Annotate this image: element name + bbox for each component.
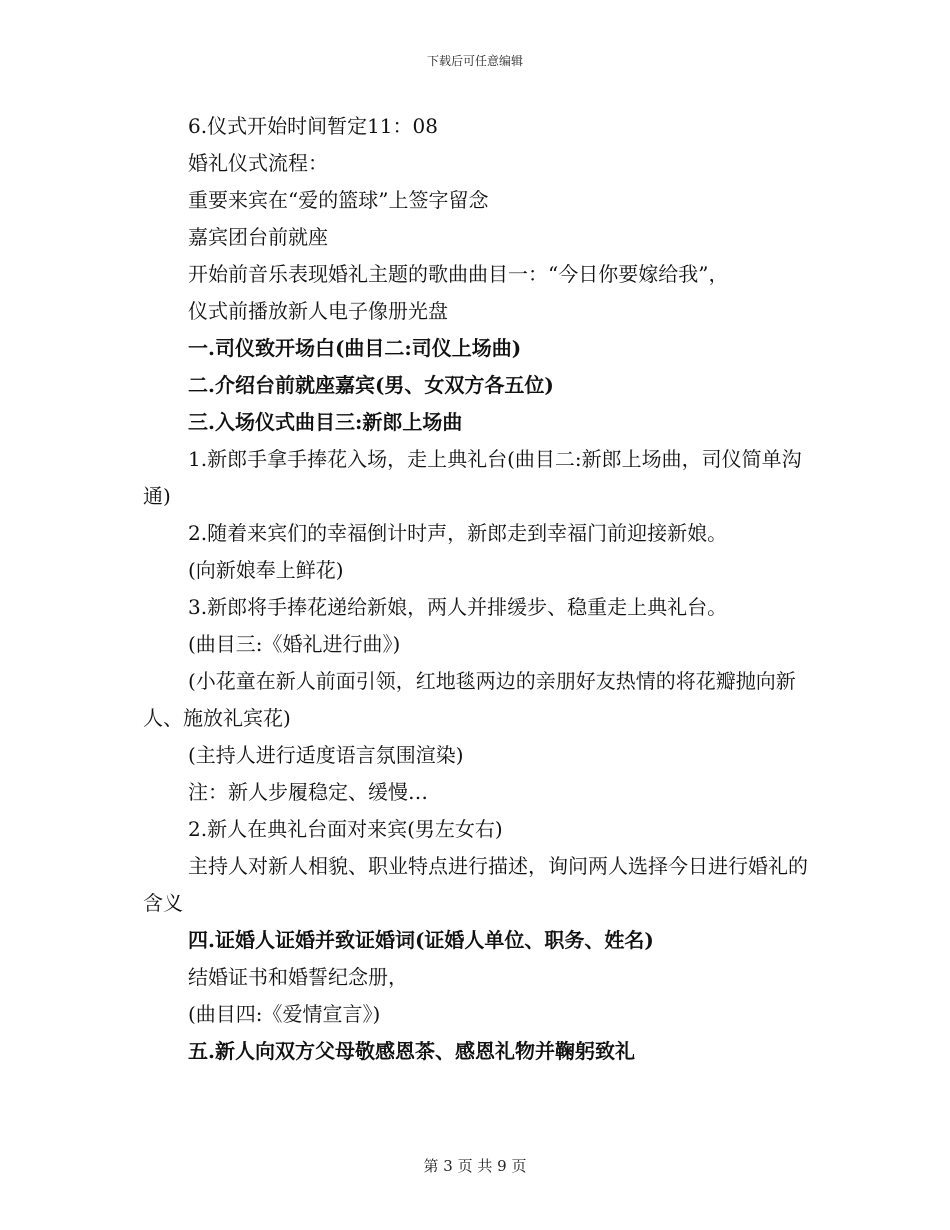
paragraph: 6.仪式开始时间暂定11：08 bbox=[188, 114, 438, 138]
paragraph: 3.新郎将手捧花递给新娘，两人并排缓步、稳重走上典礼台。 bbox=[188, 595, 728, 619]
section-heading: 三.入场仪式曲目三:新郎上场曲 bbox=[188, 410, 463, 434]
paragraph: (小花童在新人前面引领，红地毯两边的亲朋好友热情的将花瓣抛向新人、施放礼宾花) bbox=[143, 669, 796, 730]
section-heading: 五.新人向双方父母敬感恩茶、感恩礼物并鞠躬致礼 bbox=[188, 1039, 635, 1063]
paragraph: (主持人进行适度语言氛围渲染) bbox=[188, 743, 464, 767]
paragraph: 2.随着来宾们的幸福倒计时声，新郎走到幸福门前迎接新娘。 bbox=[188, 521, 728, 545]
paragraph: 嘉宾团台前就座 bbox=[188, 225, 328, 249]
paragraph: 结婚证书和婚誓纪念册， bbox=[188, 965, 408, 989]
paragraph: 主持人对新人相貌、职业特点进行描述，询问两人选择今日进行婚礼的含义 bbox=[143, 854, 808, 915]
paragraph: 仪式前播放新人电子像册光盘 bbox=[188, 299, 448, 323]
paragraph: (曲目四:《爱情宣言》) bbox=[188, 1002, 381, 1026]
paragraph: (向新娘奉上鲜花) bbox=[188, 558, 344, 582]
paragraph: 1.新郎手拿手捧花入场，走上典礼台(曲目二:新郎上场曲，司仪简单沟通) bbox=[143, 447, 802, 508]
paragraph: 重要来宾在“爱的篮球”上签字留念 bbox=[188, 188, 489, 212]
page-header-note: 下载后可任意编辑 bbox=[426, 54, 523, 68]
paragraph: 注：新人步履稳定、缓慢… bbox=[188, 780, 428, 804]
paragraph: 2.新人在典礼台面对来宾(男左女右) bbox=[188, 817, 503, 841]
paragraph: (曲目三:《婚礼进行曲》) bbox=[188, 632, 401, 656]
page-footer-number: 第 3 页 共 9 页 bbox=[423, 1157, 527, 1175]
paragraph: 开始前音乐表现婚礼主题的歌曲曲目一：“今日你要嫁给我”， bbox=[188, 262, 729, 286]
section-heading: 二.介绍台前就座嘉宾(男、女双方各五位) bbox=[188, 373, 554, 397]
section-heading: 一.司仪致开场白(曲目二:司仪上场曲) bbox=[188, 336, 522, 360]
section-heading: 四.证婚人证婚并致证婚词(证婚人单位、职务、姓名) bbox=[188, 928, 654, 952]
document-body bbox=[143, 108, 815, 1070]
paragraph: 婚礼仪式流程： bbox=[188, 151, 328, 175]
